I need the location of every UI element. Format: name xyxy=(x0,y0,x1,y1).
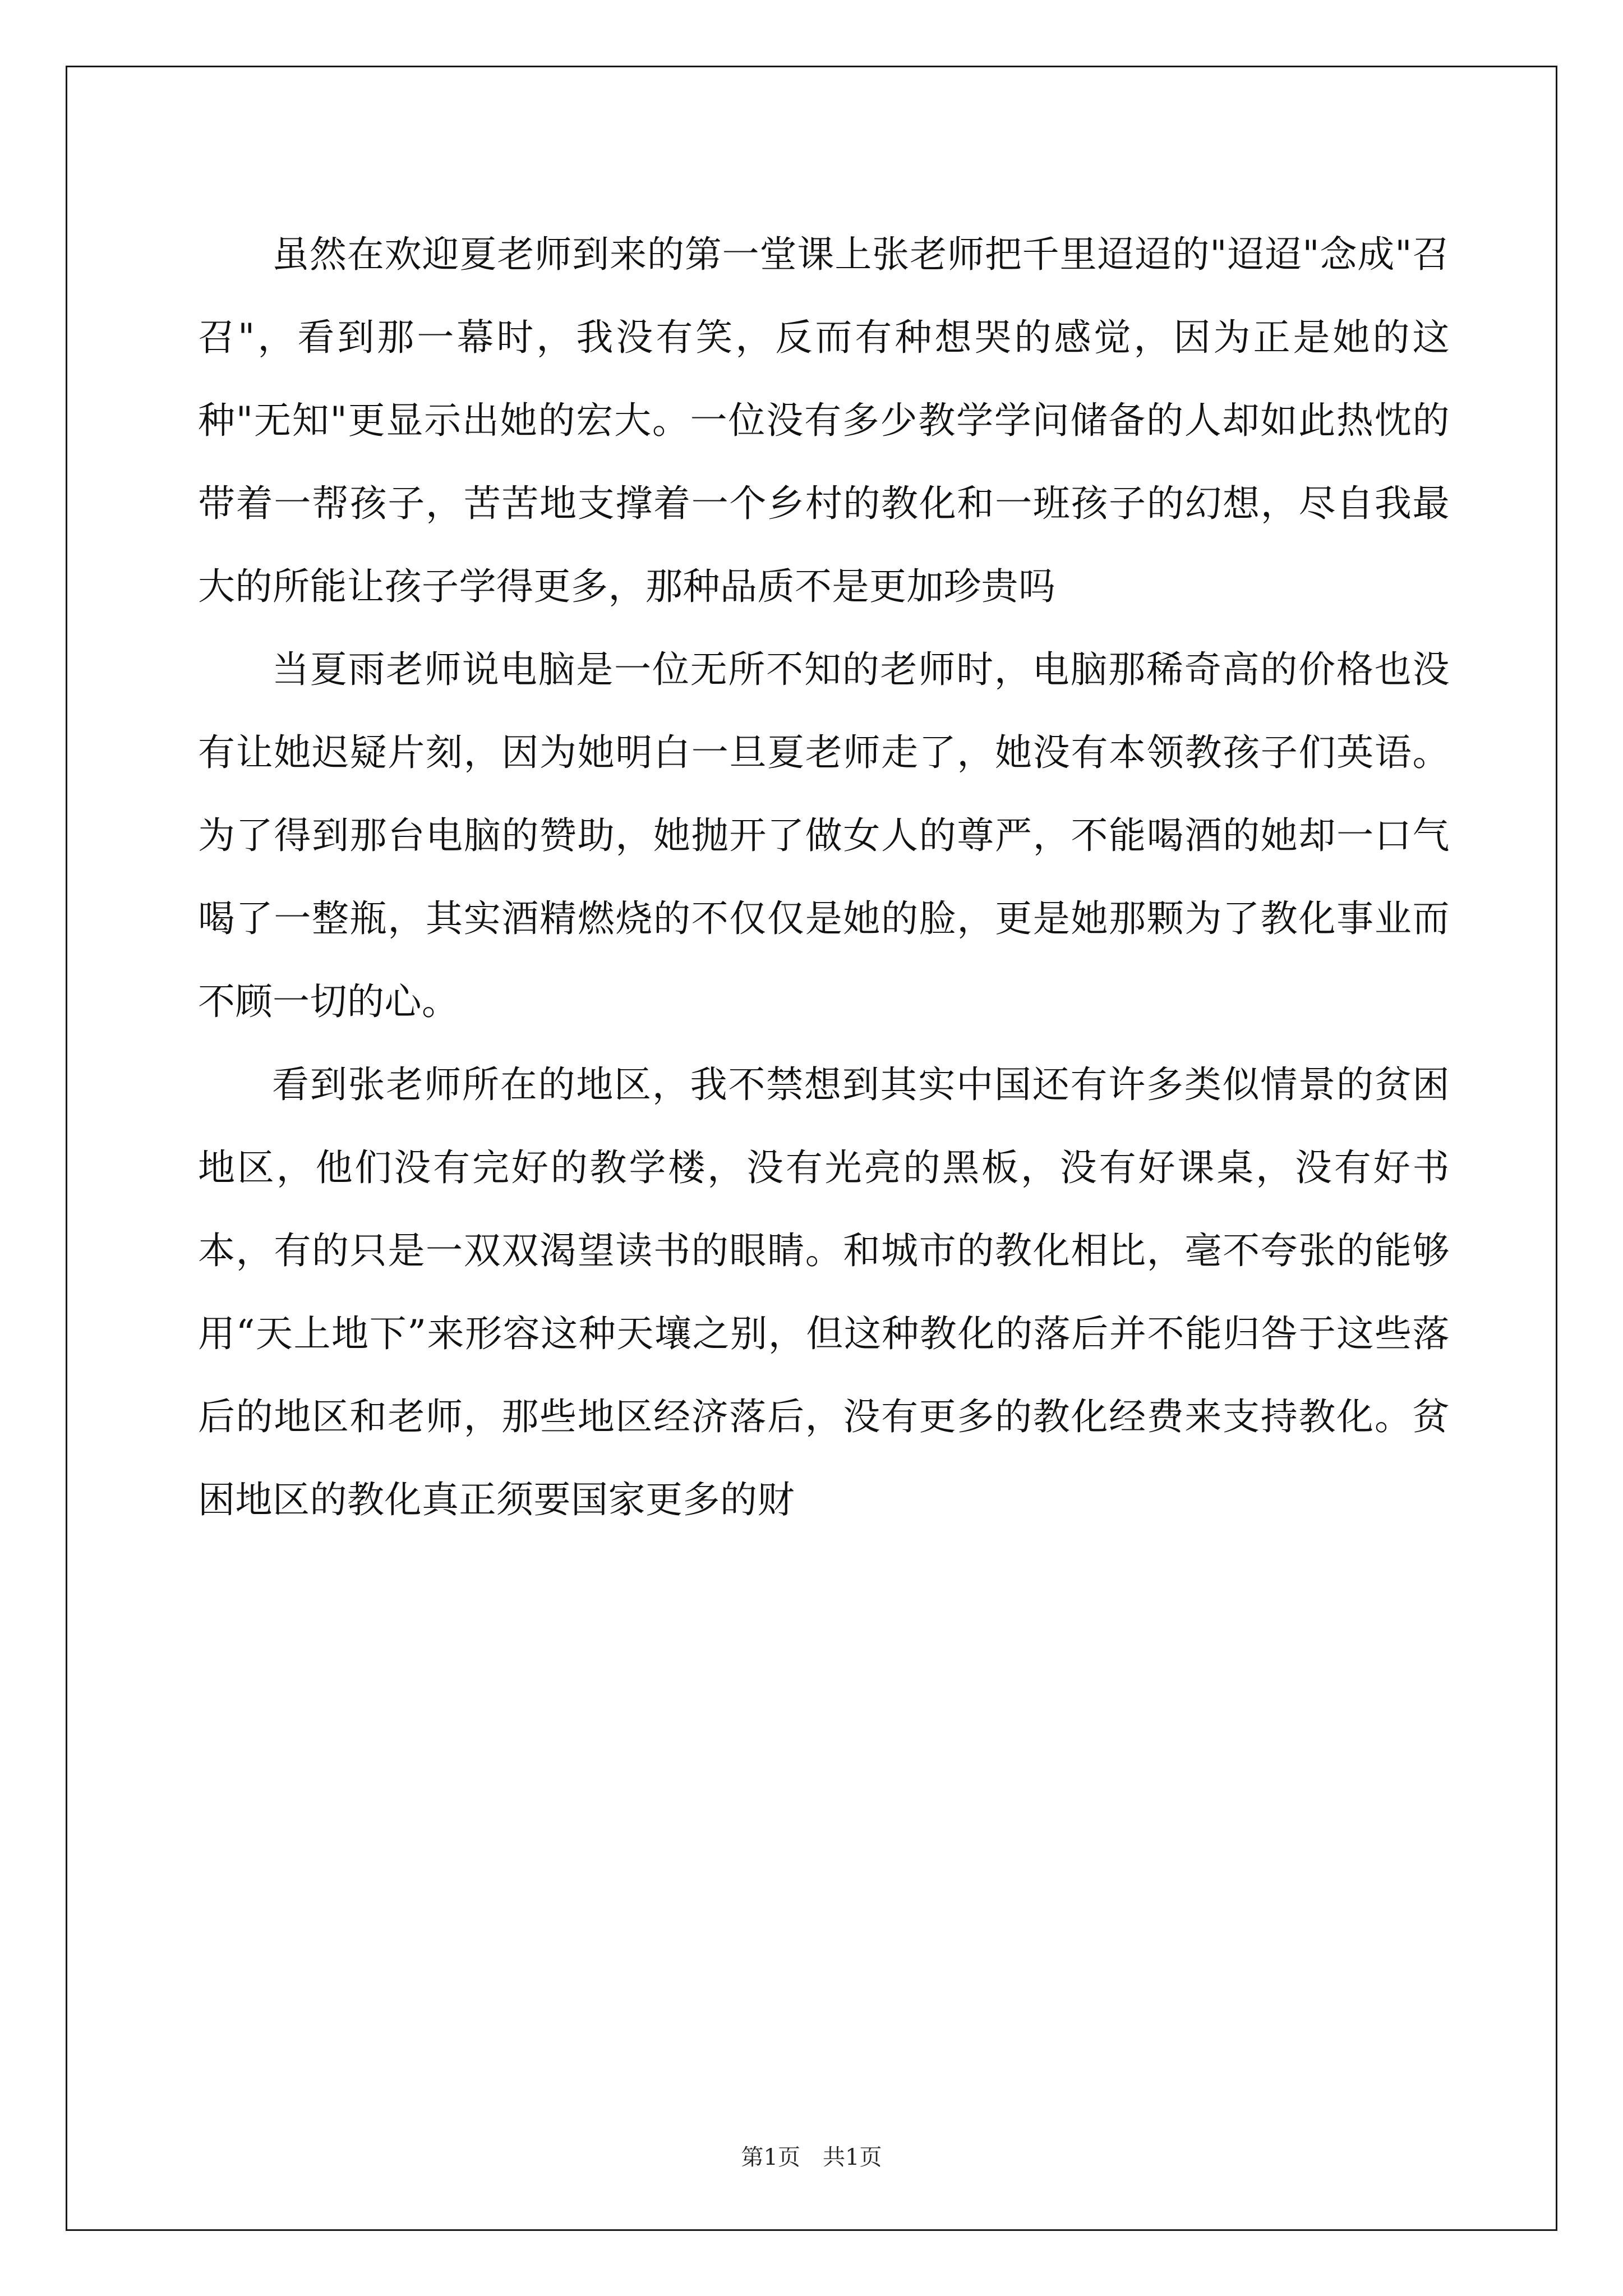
paragraph-2: 当夏雨老师说电脑是一位无所不知的老师时，电脑那稀奇高的价格也没有让她迟疑片刻，因为她明白一旦夏老师走了，她没有本领教孩子们英语。为了得到那台电脑的赞助，她抛开了做女人的尊严，不能喝酒的她却一口气喝了一整瓶，其实酒精燃烧的不仅仅是她的脸，更是她那颗为了教化事业而不顾一切的心。 xyxy=(198,648,1450,1023)
paragraph-3: 看到张老师所在的地区，我不禁想到其实中国还有许多类似情景的贫困地区，他们没有完好的教学楼，没有光亮的黑板，没有好课桌，没有好书本，有的只是一双双渴望读书的眼睛。和城市的教化相比，毫不夸张的能够用“天上地下”来形容这种天壤之别，但这种教化的落后并不能归咎于这些落后的地区和老师，那些地区经济落后，没有更多的教化经费来支持教化。贫困地区的教化真正须要国家更多的财 xyxy=(198,1063,1450,1521)
page-footer xyxy=(0,2144,1623,2171)
page-total: 共1页 xyxy=(823,2145,882,2170)
document-body xyxy=(198,213,1450,1542)
page-number: 第1页 xyxy=(741,2145,800,2170)
paragraph-1: 虽然在欢迎夏老师到来的第一堂课上张老师把千里迢迢的"迢迢"念成"召召"，看到那一幕时，我没有笑，反而有种想哭的感觉，因为正是她的这种"无知"更显示出她的宏大。一位没有多少教学学问储备的人却如此热忱的带着一帮孩子，苦苦地支撑着一个乡村的教化和一班孩子的幻想，尽自我最大的所能让孩子学得更多，那种品质不是更加珍贵吗 xyxy=(198,233,1450,608)
